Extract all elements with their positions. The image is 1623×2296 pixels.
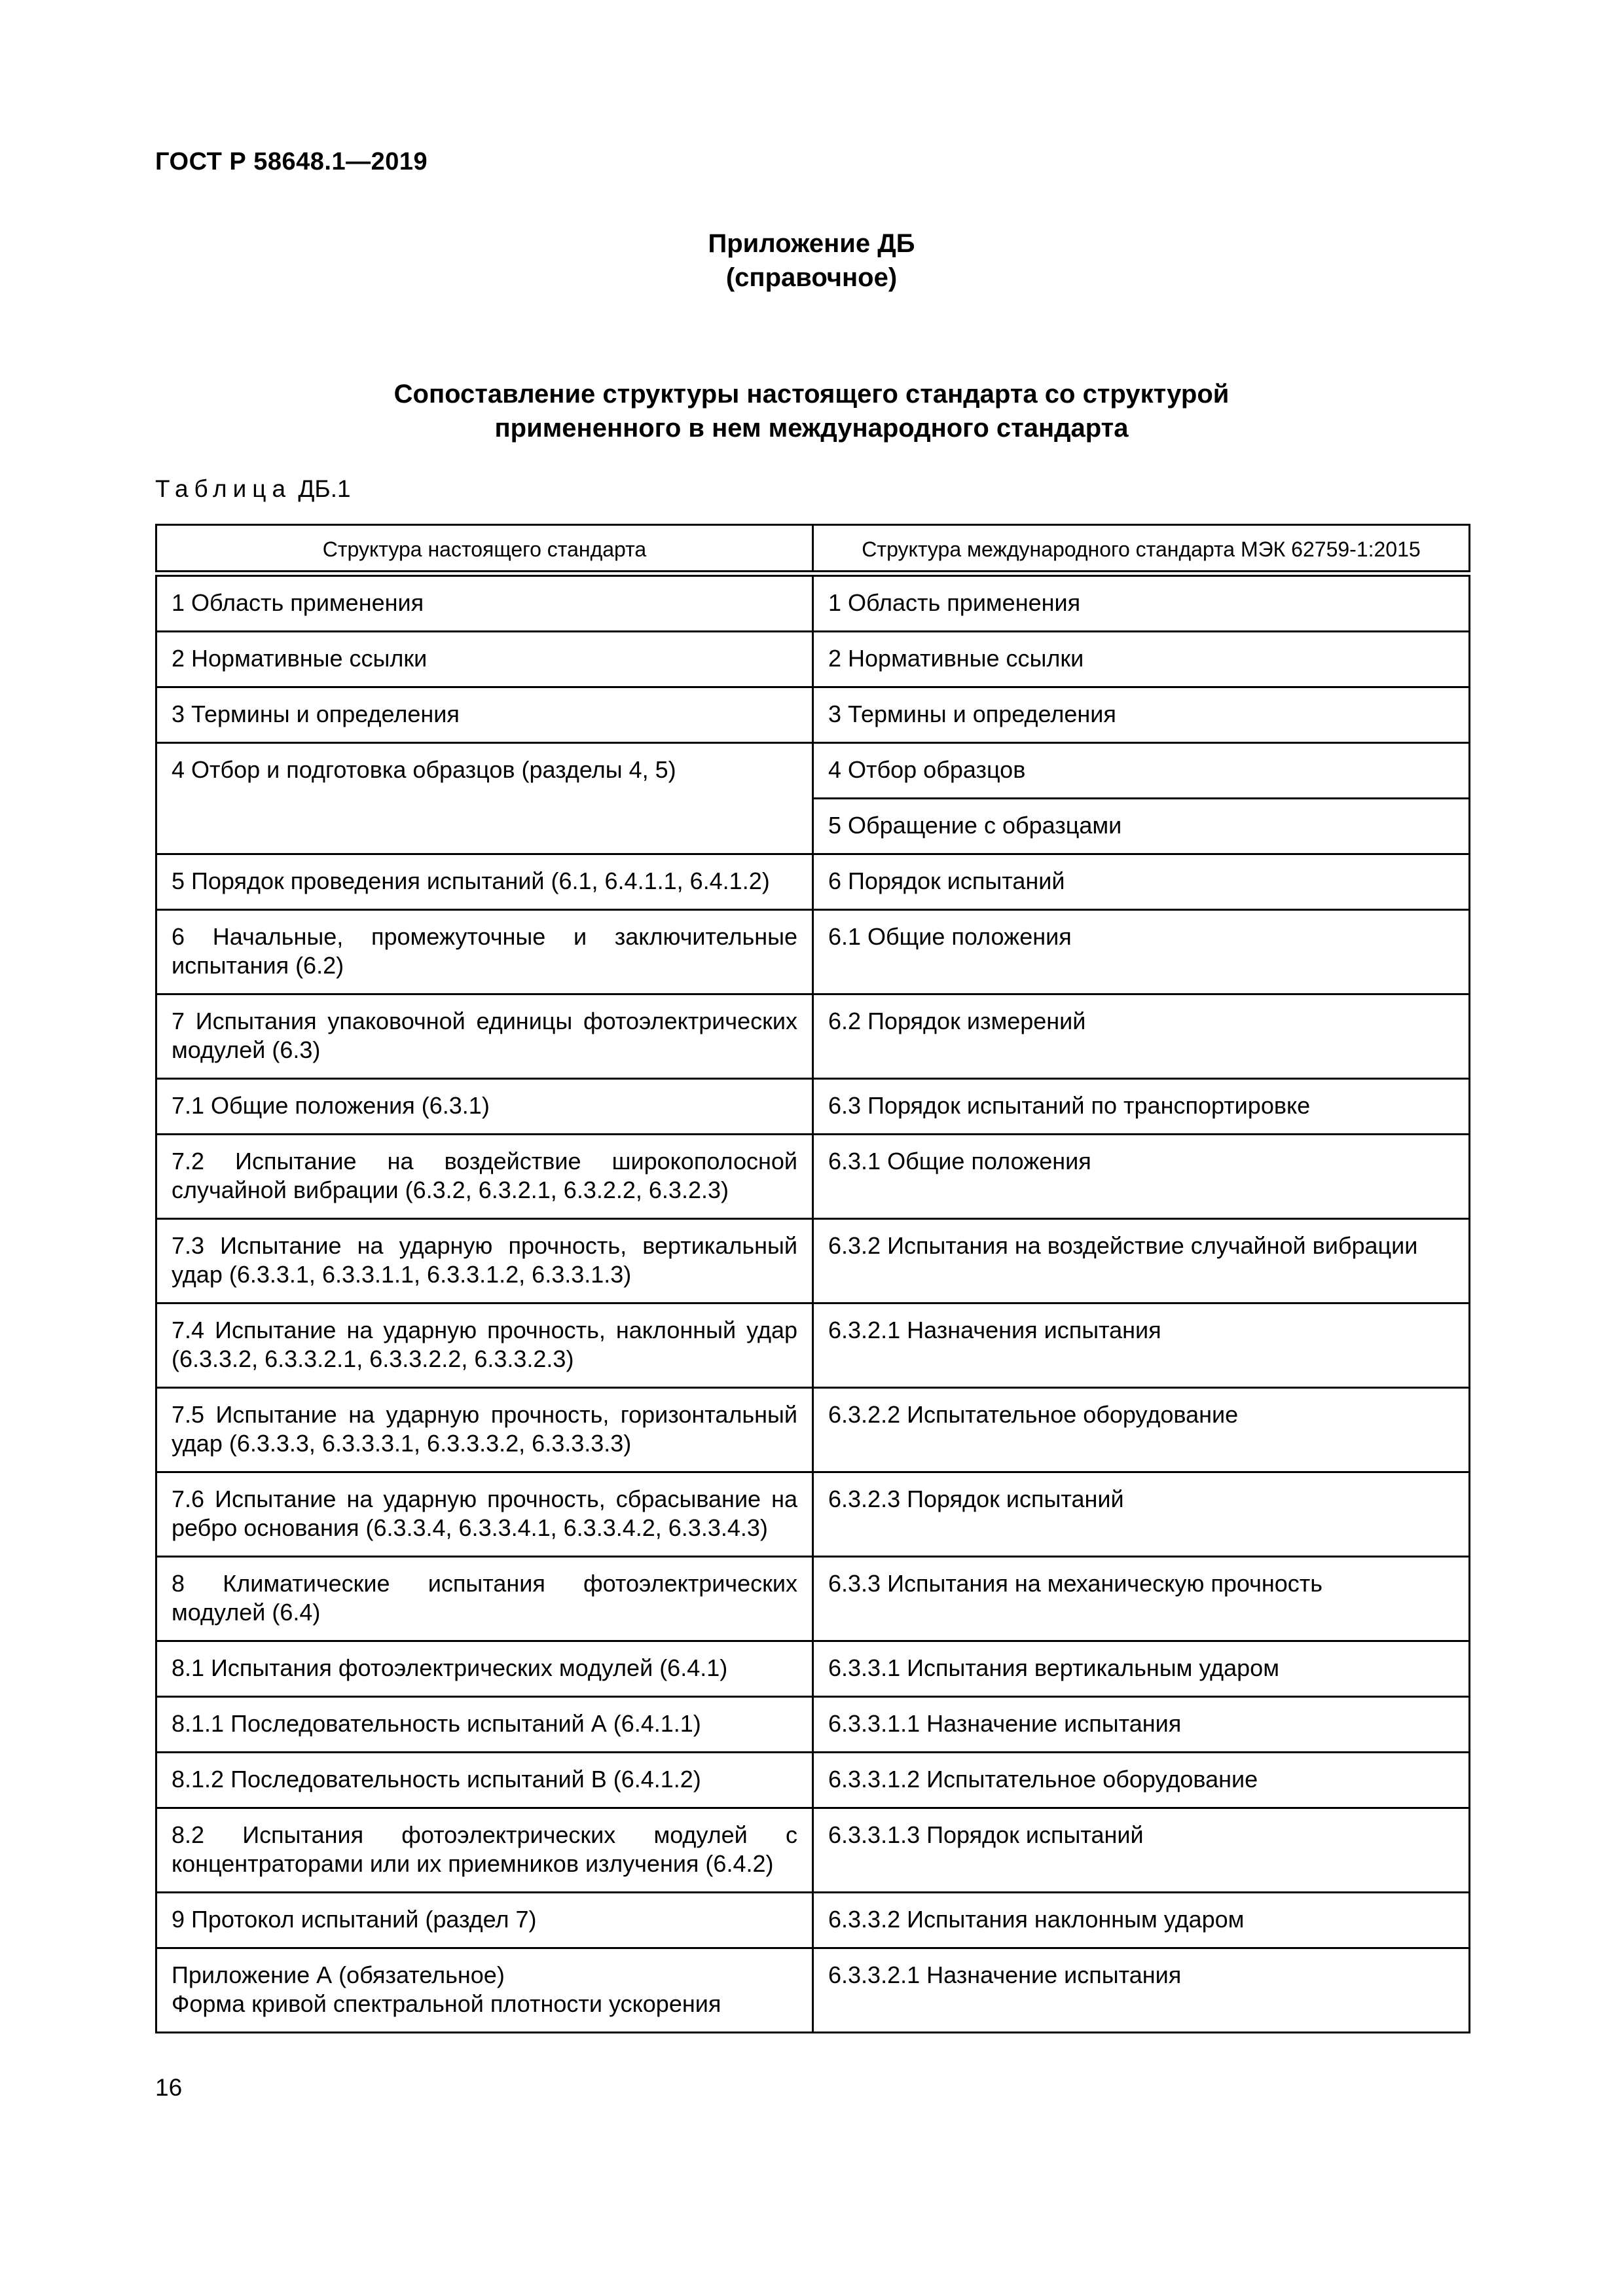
table-row [156, 1135, 1470, 1219]
section-title [0, 377, 1623, 445]
table-row [156, 1753, 1470, 1808]
left-cell: 7.3 Испытание на ударную прочность, вертикальный удар (6.3.3.1, 6.3.3.1.1, 6.3.3.1.2, 6.3.3.1.3) [156, 1219, 813, 1303]
left-cell: 8.1 Испытания фотоэлектрических модулей (6.4.1) [156, 1641, 813, 1697]
left-cell: 7.6 Испытание на ударную прочность, сбрасывание на ребро основания (6.3.3.4, 6.3.3.4.1, 6.3.3.4.2, 6.3.3.4.3) [156, 1472, 813, 1557]
table-row [156, 1697, 1470, 1753]
right-cell: 6.1 Общие положения [813, 910, 1470, 994]
right-cell: 6 Порядок испытаний [813, 854, 1470, 910]
left-cell: 7 Испытания упаковочной единицы фотоэлектрических модулей (6.3) [156, 994, 813, 1079]
table-row [156, 1219, 1470, 1303]
left-cell: 7.4 Испытание на ударную прочность, наклонный удар (6.3.3.2, 6.3.3.2.1, 6.3.3.2.2, 6.3.3.2.3) [156, 1303, 813, 1388]
left-cell: 8.1.1 Последовательность испытаний А (6.4.1.1) [156, 1697, 813, 1753]
table-row [156, 1948, 1470, 2033]
table-header-row [156, 525, 1470, 574]
table-row [156, 1079, 1470, 1135]
left-cell: 8.1.2 Последовательность испытаний В (6.4.1.2) [156, 1753, 813, 1808]
table-row [156, 1893, 1470, 1948]
left-cell: 6 Начальные, промежуточные и заключительные испытания (6.2) [156, 910, 813, 994]
annex-type: (справочное) [725, 263, 898, 292]
table-row [156, 1388, 1470, 1472]
right-cell: 6.3.2.3 Порядок испытаний [813, 1472, 1470, 1557]
right-cell: 6.3.1 Общие положения [813, 1135, 1470, 1219]
left-cell: 9 Протокол испытаний (раздел 7) [156, 1893, 813, 1948]
annex-heading [0, 227, 1623, 295]
table-label-number: ДБ.1 [298, 475, 351, 502]
left-cell: 2 Нормативные ссылки [156, 632, 813, 687]
right-cell: 6.2 Порядок измерений [813, 994, 1470, 1079]
right-cell: 6.3.3.1.2 Испытательное оборудование [813, 1753, 1470, 1808]
table-row [156, 1303, 1470, 1388]
section-title-line1: Сопоставление структуры настоящего стандарта со структурой [393, 380, 1230, 409]
left-cell: 8 Климатические испытания фотоэлектрических модулей (6.4) [156, 1557, 813, 1641]
right-cell: 6.3.3.1.1 Назначение испытания [813, 1697, 1470, 1753]
document-code: ГОСТ Р 58648.1—2019 [155, 148, 428, 175]
left-cell: 4 Отбор и подготовка образцов (разделы 4, 5) [156, 743, 813, 854]
left-cell: 1 Область применения [156, 574, 813, 632]
section-title-line2: примененного в нем международного стандарта [494, 414, 1129, 443]
right-cell: 6.3.3.1 Испытания вертикальным ударом [813, 1641, 1470, 1697]
table-row [156, 743, 1470, 799]
table-row [156, 687, 1470, 743]
left-cell: 7.1 Общие положения (6.3.1) [156, 1079, 813, 1135]
right-cell: 5 Обращение с образцами [813, 799, 1470, 854]
comparison-table [155, 524, 1470, 2033]
table-row [156, 632, 1470, 687]
right-cell: 6.3 Порядок испытаний по транспортировке [813, 1079, 1470, 1135]
table-row [156, 1641, 1470, 1697]
table-label [155, 475, 351, 503]
col1-header: Структура настоящего стандарта [156, 525, 813, 574]
table-row [156, 854, 1470, 910]
right-cell: 6.3.3.2 Испытания наклонным ударом [813, 1893, 1470, 1948]
table-row [156, 1808, 1470, 1893]
right-cell: 6.3.2.1 Назначения испытания [813, 1303, 1470, 1388]
left-cell: 3 Термины и определения [156, 687, 813, 743]
page-number: 16 [155, 2074, 183, 2101]
left-cell: 8.2 Испытания фотоэлектрических модулей с концентраторами или их приемников излучения (6.4.2) [156, 1808, 813, 1893]
col2-header: Структура международного стандарта МЭК 62759-1:2015 [813, 525, 1470, 574]
left-cell: 7.2 Испытание на воздействие широкополосной случайной вибрации (6.3.2, 6.3.2.1, 6.3.2.2, 6.3.2.3) [156, 1135, 813, 1219]
right-cell: 1 Область применения [813, 574, 1470, 632]
table-row [156, 574, 1470, 632]
table-row [156, 910, 1470, 994]
left-cell: 5 Порядок проведения испытаний (6.1, 6.4.1.1, 6.4.1.2) [156, 854, 813, 910]
right-cell: 4 Отбор образцов [813, 743, 1470, 799]
left-cell: Приложение А (обязательное) Форма кривой спектральной плотности ускорения [156, 1948, 813, 2033]
right-cell: 6.3.3 Испытания на механическую прочность [813, 1557, 1470, 1641]
table-label-prefix: Таблица [155, 475, 292, 502]
right-cell: 6.3.3.2.1 Назначение испытания [813, 1948, 1470, 2033]
right-cell: 6.3.2 Испытания на воздействие случайной вибрации [813, 1219, 1470, 1303]
annex-title: Приложение ДБ [708, 229, 915, 258]
table-row [156, 1472, 1470, 1557]
right-cell: 3 Термины и определения [813, 687, 1470, 743]
right-cell: 2 Нормативные ссылки [813, 632, 1470, 687]
right-cell: 6.3.3.1.3 Порядок испытаний [813, 1808, 1470, 1893]
right-cell: 6.3.2.2 Испытательное оборудование [813, 1388, 1470, 1472]
left-cell: 7.5 Испытание на ударную прочность, горизонтальный удар (6.3.3.3, 6.3.3.3.1, 6.3.3.3.2, 6.3.3.3.3) [156, 1388, 813, 1472]
table-row [156, 1557, 1470, 1641]
table-row [156, 994, 1470, 1079]
